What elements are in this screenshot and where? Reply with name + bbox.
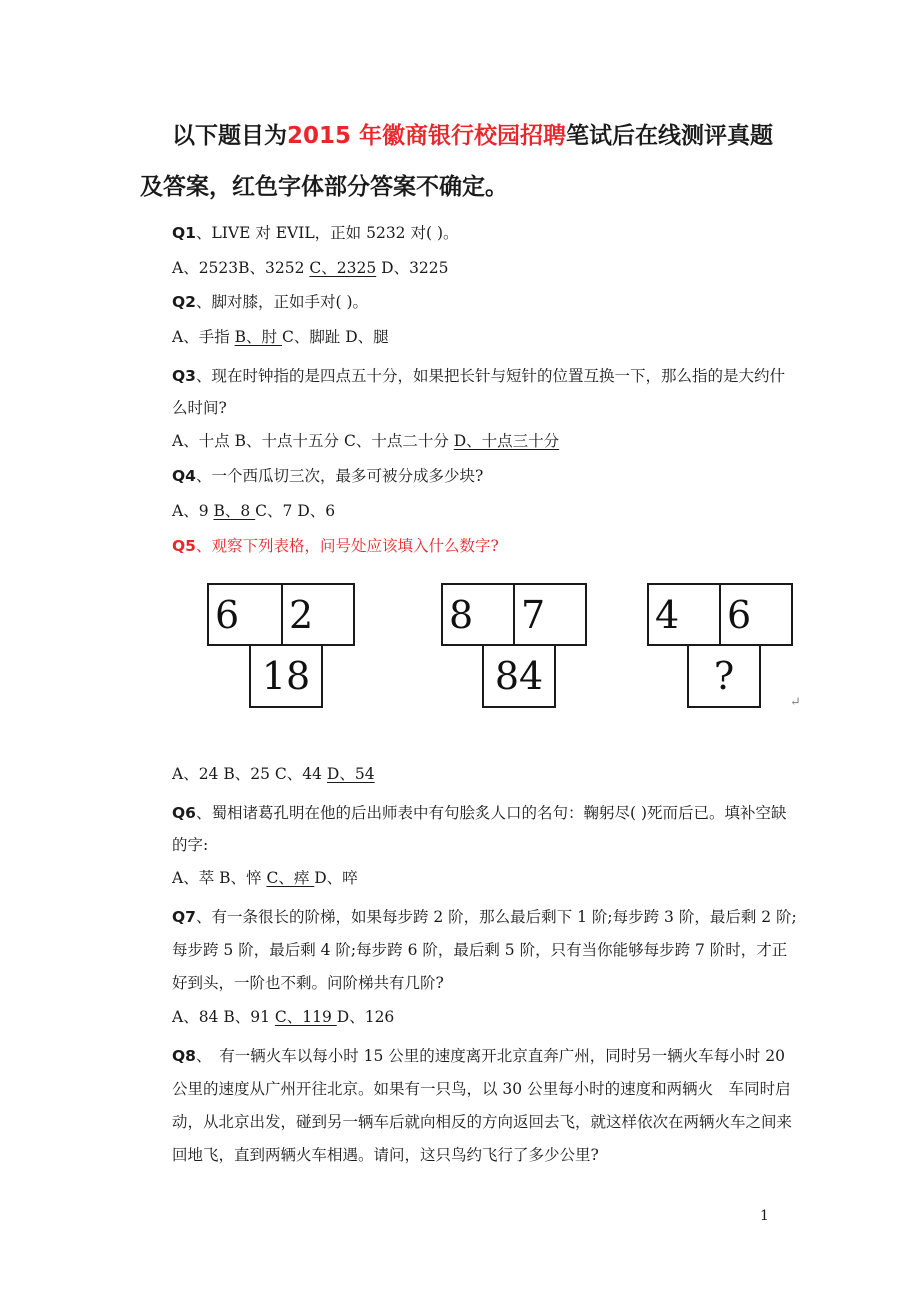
options-q4: [140, 499, 832, 523]
page-number: 1: [760, 1208, 769, 1224]
option-b: B、悴: [219, 869, 267, 887]
title-part-2-highlight: 2015 年徽商银行校园招聘: [287, 123, 567, 149]
document-title-line-2: 及答案，红色字体部分答案不确定。: [140, 174, 508, 200]
option-d: D、啐: [314, 869, 358, 887]
options-q6: [140, 866, 832, 890]
option-b: B、91: [223, 1008, 275, 1026]
options-q2: [140, 325, 832, 349]
puzzle-cell-top-left: 4: [647, 583, 721, 646]
question-q4: [140, 464, 832, 488]
option-c: C、脚趾: [281, 328, 346, 346]
question-text: 、脚对膝，正如手对( )。: [195, 293, 368, 311]
question-text: 、有一条很长的阶梯，如果每步跨 2 阶，那么最后剩下 1 阶;每步跨 3 阶，最后剩 2 阶;每步跨 5 阶，最后剩 4 阶;每步跨 6 阶，最后剩 5 阶，只有当你能够每步跨 7 阶时，才正好到头，一阶也不剩。问阶梯共有几阶?: [172, 908, 797, 992]
option-c: C、44: [274, 765, 327, 783]
option-d: D、3225: [376, 259, 449, 277]
question-text: 、观察下列表格，问号处应该填入什么数字?: [195, 537, 499, 555]
option-d-answer: D、十点三十分: [453, 432, 560, 450]
option-d: D、6: [297, 502, 336, 520]
option-a: A、手指: [172, 328, 235, 346]
option-c: C、十点二十分: [343, 432, 454, 450]
options-q5: [140, 762, 832, 786]
question-text: 、现在时钟指的是四点五十分，如果把长针与短针的位置互换一下，那么指的是大约什么时间?: [172, 367, 785, 417]
option-c-answer: C、2325: [309, 259, 377, 277]
question-number: Q2: [172, 293, 196, 311]
question-q7: [140, 901, 800, 1000]
option-b: B、3252: [238, 259, 310, 277]
question-text: 、 有一辆火车以每小时 15 公里的速度离开北京直奔广州，同时另一辆火车每小时 20 公里的速度从广州开往北京。如果有一只鸟，以 30 公里每小时的速度和两辆火 车同时启动，从北京出发，碰到另一辆车后就向相反的方向返回去飞，就这样依次在两辆火车之间来回地飞，直到两辆火车相遇。请问，这只鸟约飞行了多少公里?: [172, 1047, 793, 1164]
option-a: A、24: [172, 765, 224, 783]
question-number: Q3: [172, 367, 196, 385]
option-d: D、126: [336, 1008, 395, 1026]
question-number: Q1: [172, 224, 196, 242]
question-q3: [140, 360, 800, 424]
puzzle-cell-top-right: 7: [513, 583, 587, 646]
puzzle-cell-top-right: 2: [281, 583, 355, 646]
option-c-answer: C、瘁: [266, 869, 315, 887]
question-number: Q6: [172, 804, 196, 822]
question-q8: [140, 1040, 800, 1172]
option-b: B、25: [223, 765, 275, 783]
option-c-answer: C、119: [274, 1008, 337, 1026]
question-number: Q5: [172, 537, 196, 555]
option-b-answer: B、肘: [234, 328, 282, 346]
options-q3: [140, 429, 832, 453]
option-b-answer: B、8: [213, 502, 256, 520]
option-a: A、84: [172, 1008, 224, 1026]
puzzle-cell-bottom: ?: [687, 644, 761, 708]
option-a: A、萃: [172, 869, 220, 887]
question-q5: [140, 534, 832, 558]
question-q1: [140, 221, 832, 245]
question-text: 、蜀相诸葛孔明在他的后出师表中有句脍炙人口的名句：鞠躬尽( )死而后已。填补空缺的字:: [172, 804, 787, 854]
puzzle-cell-top-left: 6: [207, 583, 283, 646]
puzzle-cell-top-left: 8: [441, 583, 515, 646]
puzzle-cell-bottom: 84: [482, 644, 556, 708]
title-part-3: 笔试后在线测评真题: [566, 123, 774, 149]
question-q2: [140, 290, 832, 314]
option-d-answer: D、54: [326, 765, 375, 783]
option-b: B、十点十五分: [234, 432, 344, 450]
option-a: A、9: [172, 502, 214, 520]
question-number: Q7: [172, 908, 196, 926]
question-number: Q8: [172, 1047, 196, 1065]
options-q1: [140, 256, 832, 280]
option-c: C、7: [255, 502, 298, 520]
document-title: [172, 121, 832, 151]
question-q6: [140, 797, 800, 861]
puzzle-cell-bottom: 18: [249, 644, 323, 708]
question-number: Q4: [172, 467, 196, 485]
option-a: A、十点: [172, 432, 235, 450]
question-text: 、一个西瓜切三次，最多可被分成多少块?: [195, 467, 484, 485]
puzzle-cell-top-right: 6: [719, 583, 793, 646]
question-text: 、LIVE 对 EVIL，正如 5232 对( )。: [195, 224, 459, 242]
paragraph-return-mark: ↵: [790, 695, 801, 710]
option-a: A、2523: [172, 259, 239, 277]
title-part-1: 以下题目为: [172, 123, 287, 149]
options-q7: [140, 1005, 832, 1029]
option-d: D、腿: [345, 328, 389, 346]
